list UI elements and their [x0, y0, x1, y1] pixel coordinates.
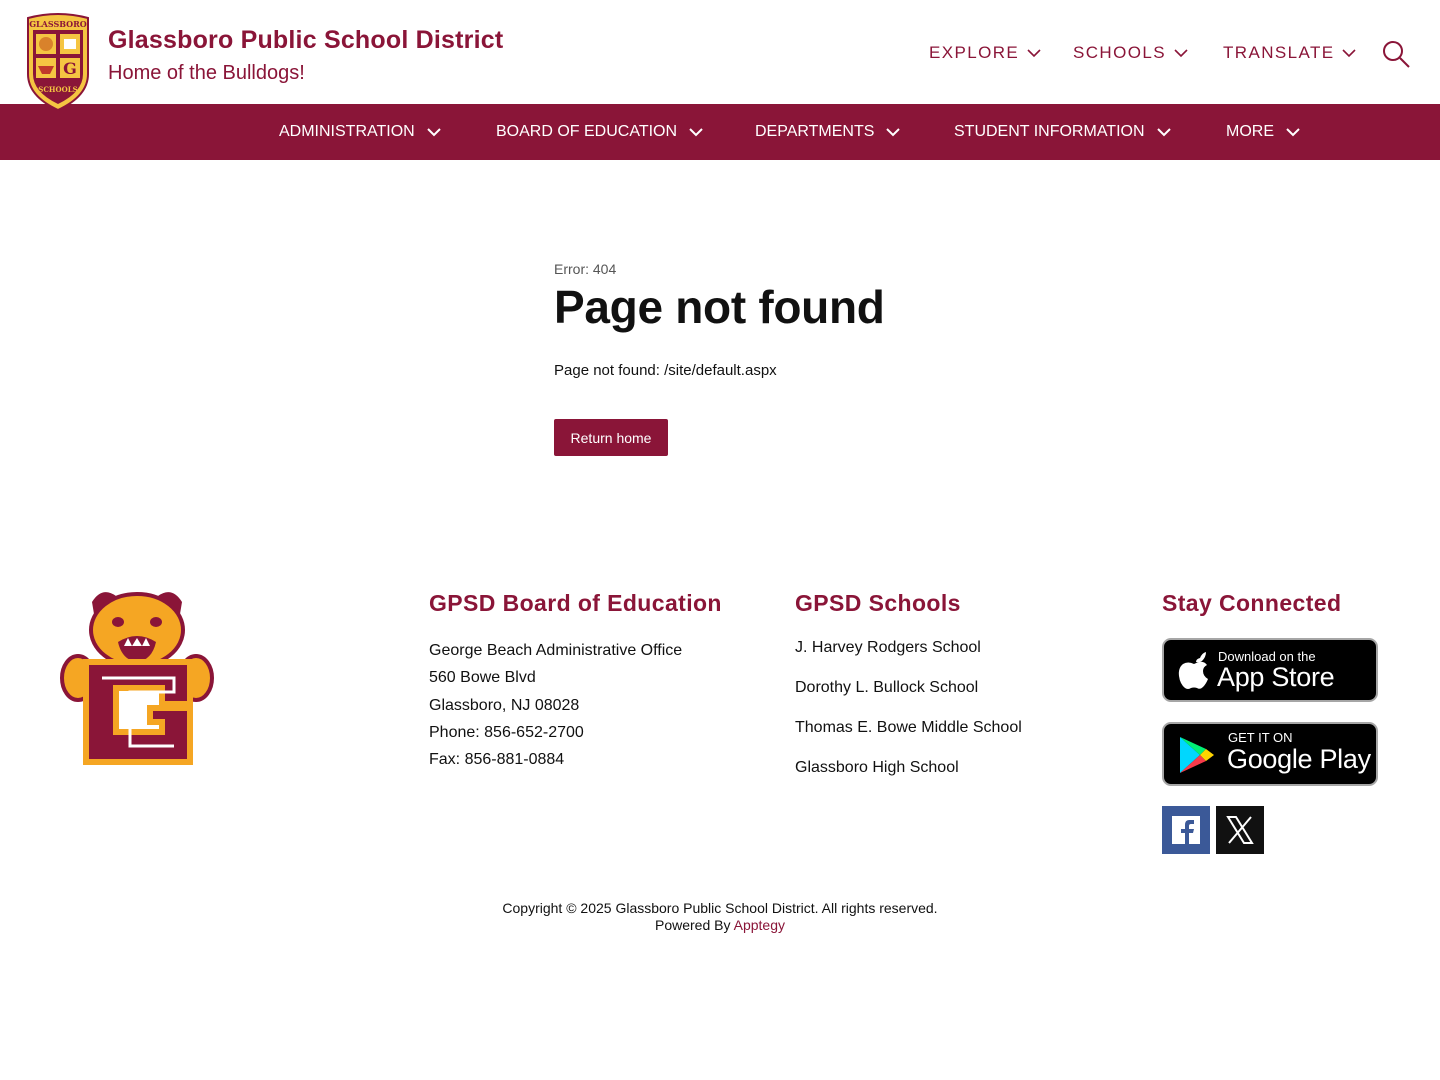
chevron-down-icon — [1286, 128, 1300, 137]
page-title: Page not found — [554, 281, 885, 333]
site-title[interactable]: Glassboro Public School District — [108, 26, 504, 54]
schools-heading: GPSD Schools — [795, 590, 961, 616]
site-header — [0, 0, 1440, 104]
board-street: 560 Bowe Blvd — [429, 669, 536, 686]
error-code: Error: 404 — [554, 261, 617, 277]
school-link-bowe[interactable]: Thomas E. Bowe Middle School — [795, 719, 1022, 736]
nav-departments-label: DEPARTMENTS — [755, 123, 875, 140]
bulldog-mascot-logo — [58, 586, 216, 768]
copyright-text: Copyright © 2025 Glassboro Public School District. All rights reserved. — [502, 900, 938, 916]
apptegy-link[interactable]: Apptegy — [733, 917, 785, 933]
powered-by-label: Powered By — [655, 917, 734, 933]
board-office-name: George Beach Administrative Office — [429, 642, 683, 659]
school-link-bullock[interactable]: Dorothy L. Bullock School — [795, 679, 979, 696]
util-nav-translate-label: TRANSLATE — [1223, 43, 1335, 62]
powered-by — [0, 917, 1440, 933]
app-store-small-text: Download on the — [1218, 649, 1316, 664]
search-icon — [1382, 40, 1410, 68]
logo-letter: G — [63, 59, 77, 78]
chevron-down-icon — [886, 128, 900, 137]
chevron-down-icon — [427, 128, 441, 137]
search-button[interactable] — [1382, 40, 1410, 68]
nav-board-of-education[interactable] — [496, 104, 703, 160]
google-play-badge[interactable] — [1162, 722, 1378, 786]
facebook-icon — [1162, 806, 1210, 854]
chevron-down-icon — [1342, 49, 1356, 58]
nav-board-of-education-label: BOARD OF EDUCATION — [496, 123, 678, 140]
util-nav-schools-label: SCHOOLS — [1073, 43, 1166, 62]
board-city: Glassboro, NJ 08028 — [429, 697, 580, 714]
util-nav-explore-label: EXPLORE — [929, 43, 1020, 62]
school-link-rodgers[interactable]: J. Harvey Rodgers School — [795, 639, 981, 656]
logo-bottom-text: SCHOOLS — [38, 85, 78, 94]
chevron-down-icon — [1157, 128, 1171, 137]
google-play-small-text: GET IT ON — [1228, 730, 1293, 745]
board-fax: Fax: 856-881-0884 — [429, 751, 565, 768]
google-play-icon — [1178, 735, 1216, 775]
app-store-badge[interactable] — [1162, 638, 1378, 702]
chevron-down-icon — [1027, 49, 1041, 58]
chevron-down-icon — [1174, 49, 1188, 58]
nav-administration-label: ADMINISTRATION — [279, 123, 415, 140]
nav-more[interactable] — [1226, 104, 1300, 160]
app-store-big-text: App Store — [1217, 662, 1335, 692]
nav-student-information[interactable] — [954, 104, 1171, 160]
error-message: Page not found: /site/default.aspx — [554, 362, 777, 379]
stay-connected-heading: Stay Connected — [1162, 590, 1342, 616]
logo-top-text: GLASSBORO — [29, 19, 87, 29]
school-link-high-school[interactable]: Glassboro High School — [795, 759, 959, 776]
nav-administration[interactable] — [279, 104, 441, 160]
chevron-down-icon — [689, 128, 703, 137]
site-tagline: Home of the Bulldogs! — [108, 62, 305, 84]
district-crest-logo[interactable] — [24, 12, 92, 112]
main-nav — [0, 104, 1440, 160]
x-twitter-link[interactable] — [1216, 806, 1264, 854]
x-twitter-icon — [1216, 806, 1264, 854]
util-nav-translate[interactable] — [1223, 42, 1356, 64]
nav-more-label: MORE — [1226, 123, 1274, 140]
facebook-link[interactable] — [1162, 806, 1210, 854]
apple-icon — [1178, 652, 1210, 690]
board-heading: GPSD Board of Education — [429, 590, 722, 616]
util-nav-schools[interactable] — [1073, 42, 1188, 64]
return-home-button[interactable]: Return home — [554, 419, 668, 456]
nav-student-information-label: STUDENT INFORMATION — [954, 123, 1145, 140]
util-nav-explore[interactable] — [929, 42, 1041, 64]
board-phone[interactable]: Phone: 856-652-2700 — [429, 724, 584, 741]
nav-departments[interactable] — [755, 104, 900, 160]
google-play-big-text: Google Play — [1227, 744, 1371, 774]
